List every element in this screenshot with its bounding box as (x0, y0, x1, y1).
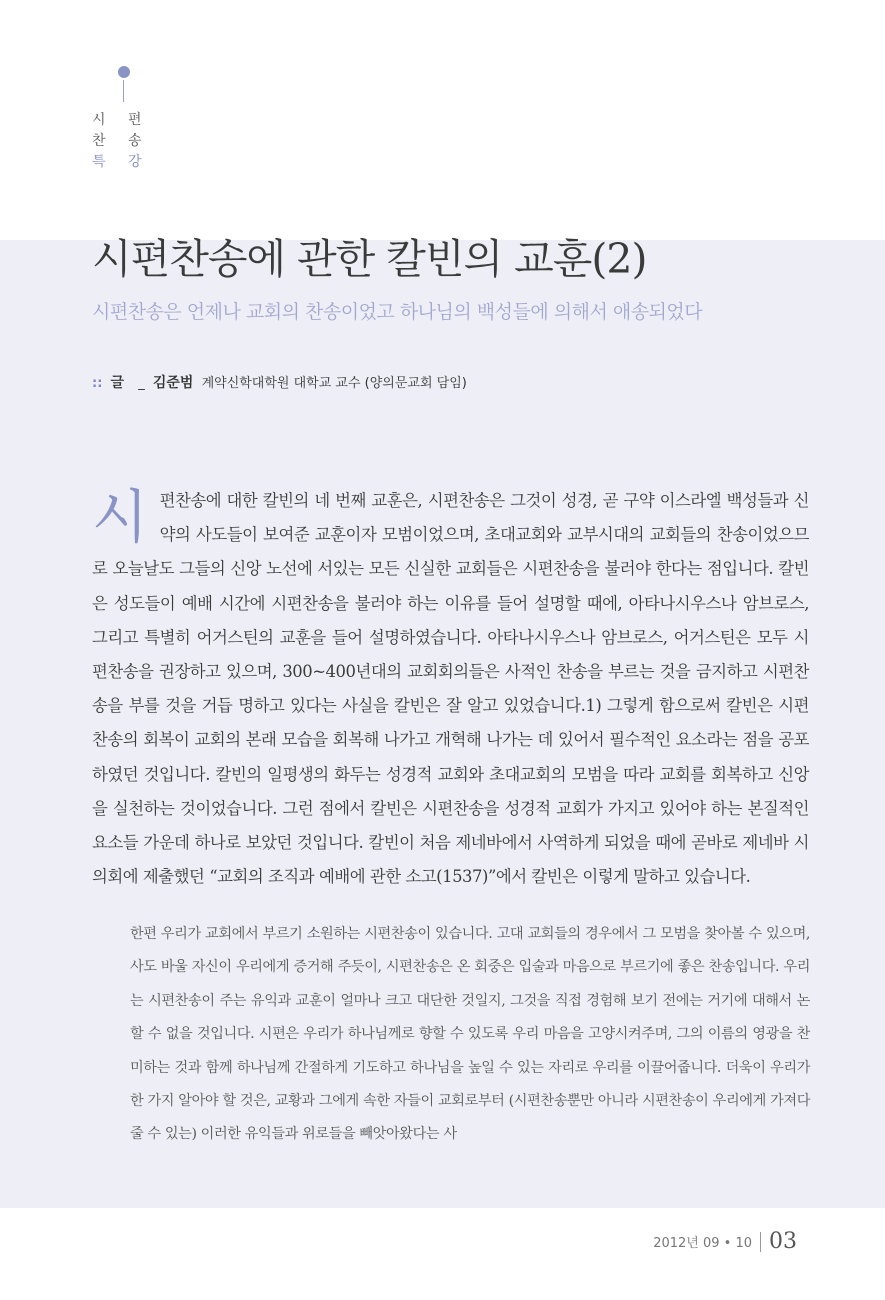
section-tag-line3: 특 강 (92, 154, 151, 170)
page-number: 03 (769, 1229, 797, 1254)
byline-separator: _ (138, 376, 145, 391)
article-subtitle: 시편찬송은 언제나 교회의 찬송이었고 하나님의 백성들에 의해서 애송되었다 (92, 301, 703, 323)
section-tag (92, 110, 151, 173)
block-quote: 한편 우리가 교회에서 부르기 소원하는 시편찬송이 있습니다. 고대 교회들의 경우에서 그 모범을 찾아볼 수 있으며, 사도 바울 자신이 우리에게 증거해 주듯이, 시편찬송은 온 회중은 입술과 마음으로 부르기에 좋은 찬송입니다. 우리는 시편찬송이 주는 유익과 교훈이 얼마나 크고 대단한 것일지, 그것을 직접 경험해 보기 전에는 거기에 대해서 논할 수 없을 것입니다. 시편은 우리가 하나님께로 향할 수 있도록 우리 마음을 고양시켜주며, 그의 이름의 영광을 찬미하는 것과 함께 하나님께 간절하게 기도하고 하나님을 높일 수 있는 자리로 우리를 이끌어줍니다. 더욱이 우리가 한 가지 알아야 할 것은, 교황과 그에게 속한 자들이 교회로부터 (시편찬송뿐만 아니라 시편찬송이 우리에게 가져다줄 수 있는) 이러한 유익들과 위로들을 빼앗아왔다는 사 (130, 926, 810, 1143)
article-body (92, 484, 809, 894)
body-text: 편찬송에 대한 칼빈의 네 번째 교훈은, 시편찬송은 그것이 성경, 곧 구약 이스라엘 백성들과 신약의 사도들이 보여준 교훈이자 모범이었으며, 초대교회와 교부시대의 교회들의 찬송이었으므로 오늘날도 그들의 신앙 노선에 서있는 모든 신실한 교회들은 시편찬송을 불러야 한다는 점입니다. 칼빈은 성도들이 예배 시간에 시편찬송을 불러야 하는 이유를 들어 설명할 때에, 아타나시우스나 암브로스, 그리고 특별히 어거스틴의 교훈을 들어 설명하였습니다. 아타나시우스나 암브로스, 어거스틴은 모두 시편찬송을 권장하고 있으며, 300~400년대의 교회회의들은 사적인 찬송을 부르는 것을 금지하고 시편찬송을 부를 것을 거듭 명하고 있다는 사실을 칼빈은 잘 알고 있었습니다.1) 그렇게 함으로써 칼빈은 시편찬송의 회복이 교회의 본래 모습을 회복해 나가고 개혁해 나가는 데 있어서 필수적인 요소라는 점을 공포하였던 것입니다. 칼빈의 일평생의 화두는 성경적 교회와 초대교회의 모범을 따라 교회를 회복하고 신앙을 실천하는 것이었습니다. 그런 점에서 칼빈은 시편찬송을 성경적 교회가 가지고 있어야 하는 본질적인 요소들 가운데 하나로 보았던 것입니다. 칼빈이 처음 제네바에서 사역하게 되었을 때에 곧바로 제네바 시의회에 제출했던 “교회의 조직과 예배에 관한 소고(1537)”에서 칼빈은 이렇게 말하고 있습니다. (92, 491, 809, 887)
byline-marker: :: (92, 376, 103, 391)
section-dot-icon (118, 66, 130, 78)
section-tag-line1: 시 편 (92, 112, 151, 128)
author-affiliation: 계약신학대학원 대학교 교수 (양의문교회 담임) (201, 376, 467, 391)
page-footer (653, 1229, 797, 1254)
footer-divider (760, 1232, 761, 1252)
section-divider (123, 80, 124, 102)
byline (92, 372, 467, 392)
section-tag-line2: 찬 송 (92, 133, 151, 149)
drop-cap: 시 (92, 483, 148, 551)
article-title: 시편찬송에 관한 칼빈의 교훈(2) (92, 235, 647, 283)
byline-label: 글 (110, 375, 125, 391)
issue-date: 2012년 09 • 10 (653, 1236, 752, 1251)
author-name: 김준범 (152, 375, 194, 391)
